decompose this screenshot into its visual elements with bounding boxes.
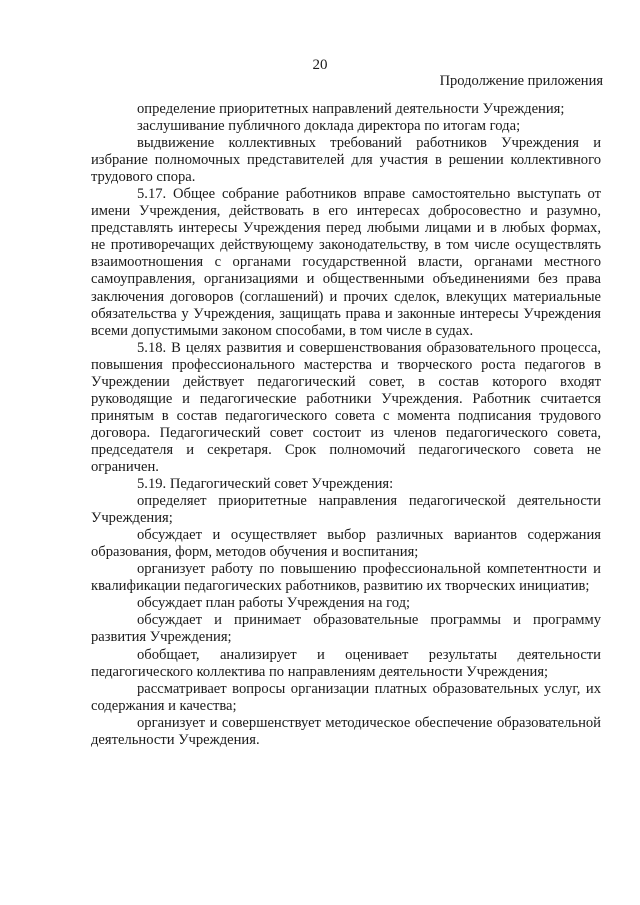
paragraph: рассматривает вопросы организации платных образовательных услуг, их содержания и качества;: [91, 680, 601, 714]
paragraph: 5.17. Общее собрание работников вправе самостоятельно выступать от имени Учреждения, действовать в его интересах добросовестно и разумно, представлять интересы Учреждения перед любыми лицами и в любых формах, не противоречащих действующему законодательству, в том числе осуществлять взаимоотношения с органами государственной власти, органами местного самоуправления, организациями и общественными объединениями без права заключения договоров (соглашений) и прочих сделок, влекущих материальные обязательства у Учреждения, защищать права и законные интересы Учреждения всеми допустимыми законом способами, в том числе в судах.: [91, 186, 601, 339]
document-body: [91, 101, 601, 749]
paragraph: обсуждает план работы Учреждения на год;: [137, 595, 411, 612]
paragraph: 5.18. В целях развития и совершенствования образовательного процесса, повышения профессионального мастерства и творческого роста педагогов в Учреждении действует педагогический совет, в состав которого входят руководящие и педагогические работники Учреждения. Работник считается принятым в состав педагогического совета с момента подписания трудового договора. Педагогический совет состоит из членов педагогического совета, председателя и секретаря. Срок полномочий педагогического совета не ограничен.: [91, 339, 601, 475]
paragraph: 5.19. Педагогический совет Учреждения:: [137, 476, 394, 493]
paragraph: обобщает, анализирует и оценивает результаты деятельности педагогического коллектива по направлениям деятельности Учреждения;: [91, 646, 601, 680]
page-header: Продолжение приложения: [439, 73, 603, 89]
paragraph: организует и совершенствует методическое обеспечение образовательной деятельности Учреждения.: [91, 714, 601, 748]
paragraph: заслушивание публичного доклада директора по итогам года;: [137, 118, 521, 135]
paragraph: определяет приоритетные направления педагогической деятельности Учреждения;: [91, 493, 601, 527]
paragraph: определение приоритетных направлений деятельности Учреждения;: [137, 101, 565, 117]
paragraph: организует работу по повышению профессиональной компетентности и квалификации педагогических работников, развитию их творческих инициатив;: [91, 561, 601, 595]
page-number: 20: [312, 57, 328, 73]
paragraph: обсуждает и принимает образовательные программы и программу развития Учреждения;: [91, 612, 601, 646]
paragraph: обсуждает и осуществляет выбор различных вариантов содержания образования, форм, методов обучения и воспитания;: [91, 527, 601, 561]
paragraph: выдвижение коллективных требований работников Учреждения и избрание полномочных представителей для участия в решении коллективного трудового спора.: [91, 135, 601, 186]
